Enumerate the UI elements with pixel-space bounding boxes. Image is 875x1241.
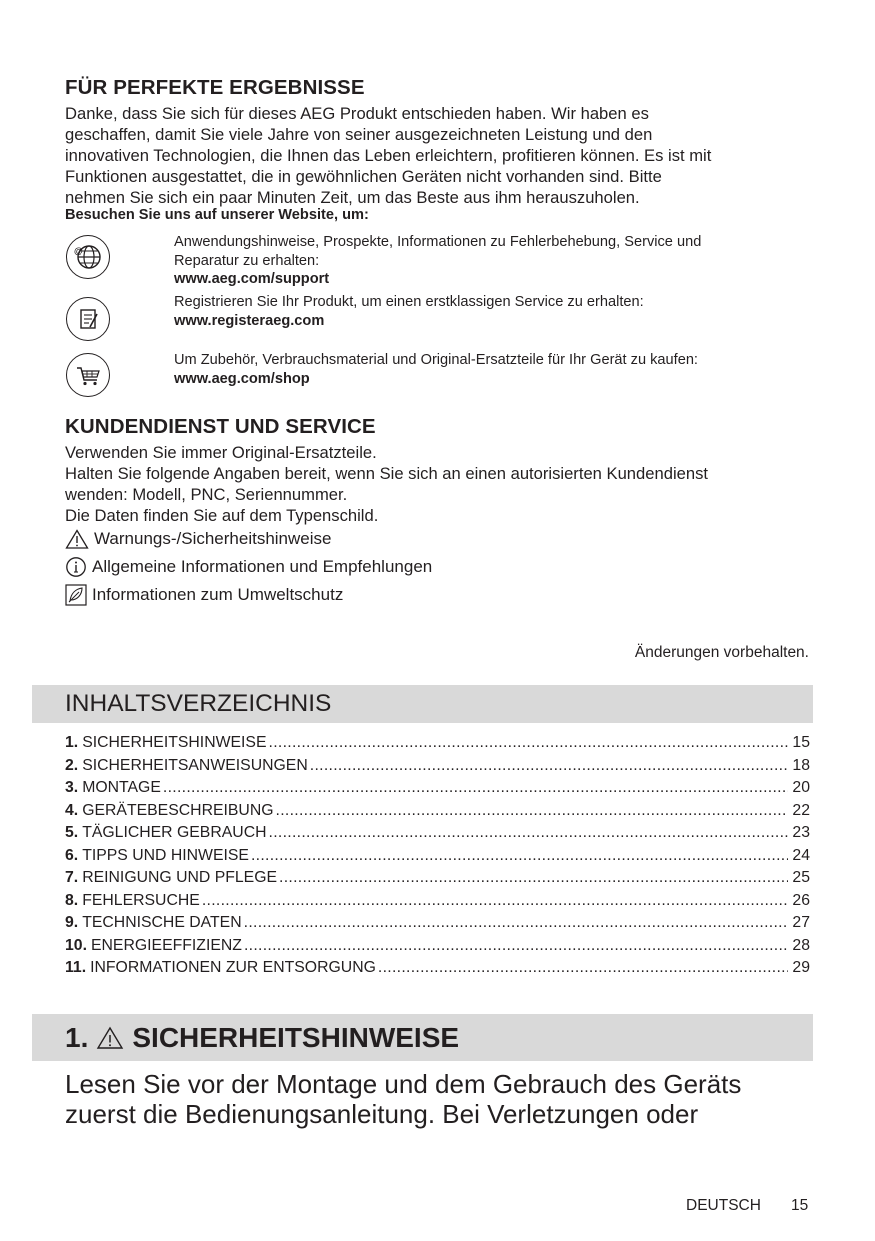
- shopping-cart-icon: [66, 353, 110, 397]
- footer-page-number: 15: [791, 1197, 809, 1214]
- toc-number: 7.: [65, 869, 79, 886]
- globe-icon: [66, 235, 110, 279]
- toc-leader: [276, 802, 788, 820]
- toc-label: TÄGLICHER GEBRAUCH: [82, 824, 267, 841]
- toc-label: TIPPS UND HINWEISE: [82, 846, 249, 864]
- toc-leader: [279, 869, 788, 887]
- toc-number: 3.: [65, 779, 79, 796]
- toc-entry[interactable]: [65, 779, 810, 801]
- intro-line: innovativen Technologien, die Ihnen das Leben erleichtern, profitieren können. Es ist mit: [65, 146, 712, 165]
- web-item-shop: [174, 351, 814, 388]
- section-line: Lesen Sie vor der Montage und dem Gebrauch des Geräts: [65, 1069, 742, 1099]
- web-item-text: Registrieren Sie Ihr Produkt, um einen erstklassigen Service zu erhalten:: [174, 294, 644, 310]
- service-line: Verwenden Sie immer Original-Ersatzteile.: [65, 443, 377, 462]
- section-number: 1.: [65, 1022, 89, 1053]
- toc-page: 25: [792, 869, 810, 886]
- toc-page: 26: [792, 891, 810, 909]
- toc-leader: [244, 937, 788, 955]
- toc-number: 5.: [65, 824, 79, 841]
- toc-entry[interactable]: [65, 914, 810, 936]
- section-title: SICHERHEITSHINWEISE: [132, 1022, 460, 1053]
- toc-entry[interactable]: [65, 757, 810, 779]
- toc-number: 4.: [65, 801, 79, 819]
- toc-page: 23: [792, 824, 810, 841]
- toc-label: MONTAGE: [82, 779, 161, 796]
- svg-text:@: @: [74, 246, 83, 256]
- toc-entry[interactable]: [65, 802, 810, 824]
- legend-info: [65, 556, 432, 578]
- toc-number: 2.: [65, 756, 79, 774]
- footer-language: DEUTSCH: [686, 1197, 761, 1214]
- legend-text: Informationen zum Umweltschutz: [92, 585, 344, 604]
- toc-label: TECHNISCHE DATEN: [82, 914, 242, 931]
- toc-leader: [163, 779, 788, 797]
- toc-page: 24: [792, 846, 810, 864]
- service-line: Halten Sie folgende Angaben bereit, wenn Sie sich an einen autorisierten Kundendienst: [65, 464, 708, 483]
- info-icon: [65, 556, 87, 578]
- toc-label: REINIGUNG UND PFLEGE: [82, 869, 278, 886]
- notepad-icon: [66, 297, 110, 341]
- service-heading: KUNDENDIENST UND SERVICE: [65, 415, 376, 438]
- toc-number: 6.: [65, 846, 79, 864]
- toc-number: 9.: [65, 914, 79, 931]
- intro-line: geschaffen, damit Sie viele Jahre von seiner ausgezeichneten Leistung und den: [65, 125, 653, 144]
- visit-label: Besuchen Sie uns auf unserer Website, um:: [65, 207, 369, 223]
- service-line: wenden: Modell, PNC, Seriennummer.: [65, 485, 348, 504]
- toc-page: 22: [792, 801, 810, 819]
- toc-number: 11.: [65, 959, 87, 976]
- toc-label: SICHERHEITSHINWEISE: [82, 734, 267, 751]
- service-line: Die Daten finden Sie auf dem Typenschild.: [65, 506, 379, 525]
- intro-heading: FÜR PERFEKTE ERGEBNISSE: [65, 76, 365, 99]
- changes-notice: Änderungen vorbehalten.: [634, 644, 809, 661]
- toc-page: 29: [792, 959, 810, 976]
- toc-page: 27: [792, 914, 810, 931]
- legend-environment: [65, 584, 343, 606]
- section-heading: [65, 1022, 459, 1054]
- toc-label: INFORMATIONEN ZUR ENTSORGUNG: [90, 959, 376, 976]
- warning-icon: [96, 1026, 124, 1050]
- toc-leader: [251, 847, 788, 865]
- web-item-register: [174, 293, 814, 330]
- toc-page: 15: [792, 734, 810, 751]
- toc-leader: [202, 892, 788, 910]
- toc-label: FEHLERSUCHE: [82, 891, 200, 909]
- toc-entry[interactable]: [65, 937, 810, 959]
- intro-line: Danke, dass Sie sich für dieses AEG Produkt entschieden haben. Wir haben es: [65, 104, 649, 123]
- toc-label: GERÄTEBESCHREIBUNG: [82, 801, 274, 819]
- web-item-text: Anwendungshinweise, Prospekte, Informationen zu Fehlerbehebung, Service und: [174, 234, 702, 250]
- section-header-band: [32, 1014, 813, 1061]
- toc-header-band: [32, 685, 813, 723]
- toc-entry[interactable]: [65, 869, 810, 891]
- legend-text: Allgemeine Informationen und Empfehlungen: [92, 557, 433, 576]
- toc-number: 10.: [65, 936, 87, 954]
- service-paragraph: [65, 442, 825, 526]
- toc-leader: [269, 824, 788, 842]
- toc-entry[interactable]: [65, 847, 810, 869]
- toc-leader: [269, 734, 788, 752]
- toc-number: 8.: [65, 891, 79, 909]
- toc-leader: [244, 914, 788, 932]
- toc-label: ENERGIEEFFIZIENZ: [90, 936, 242, 954]
- intro-line: Funktionen ausgestattet, die in gewöhnlichen Geräten nicht vorhanden sind. Bitte: [65, 167, 662, 186]
- toc-leader: [310, 757, 788, 775]
- section-line: zuerst die Bedienungsanleitung. Bei Verletzungen oder: [65, 1099, 699, 1129]
- intro-line: nehmen Sie sich ein paar Minuten Zeit, um das Beste aus ihm herauszuholen.: [65, 188, 640, 207]
- intro-paragraph: [65, 103, 825, 208]
- web-item-text: Reparatur zu erhalten:: [174, 252, 320, 269]
- web-item-support: [174, 233, 814, 289]
- legend-text: Warnungs-/Sicherheitshinweise: [94, 529, 332, 548]
- toc-page: 18: [792, 756, 810, 774]
- toc-leader: [378, 959, 788, 977]
- legend-warning: [65, 529, 331, 549]
- toc-page: 20: [792, 779, 810, 796]
- support-link[interactable]: www.aeg.com/support: [174, 271, 330, 287]
- leaf-icon: [65, 584, 87, 606]
- toc-entry[interactable]: [65, 892, 810, 914]
- toc-number: 1.: [65, 734, 79, 751]
- toc-entry[interactable]: [65, 734, 810, 756]
- toc-entry[interactable]: [65, 824, 810, 846]
- web-item-text: Um Zubehör, Verbrauchsmaterial und Original-Ersatzteile für Ihr Gerät zu kaufen:: [174, 352, 698, 368]
- toc-page: 28: [792, 936, 810, 954]
- warning-icon: [65, 529, 89, 549]
- shop-link[interactable]: www.aeg.com/shop: [174, 370, 310, 387]
- section-intro: [65, 1069, 741, 1129]
- register-link[interactable]: www.registeraeg.com: [174, 312, 325, 329]
- toc-title: INHALTSVERZEICHNIS: [65, 690, 332, 717]
- toc-label: SICHERHEITSANWEISUNGEN: [82, 756, 308, 774]
- toc-entry[interactable]: [65, 959, 810, 981]
